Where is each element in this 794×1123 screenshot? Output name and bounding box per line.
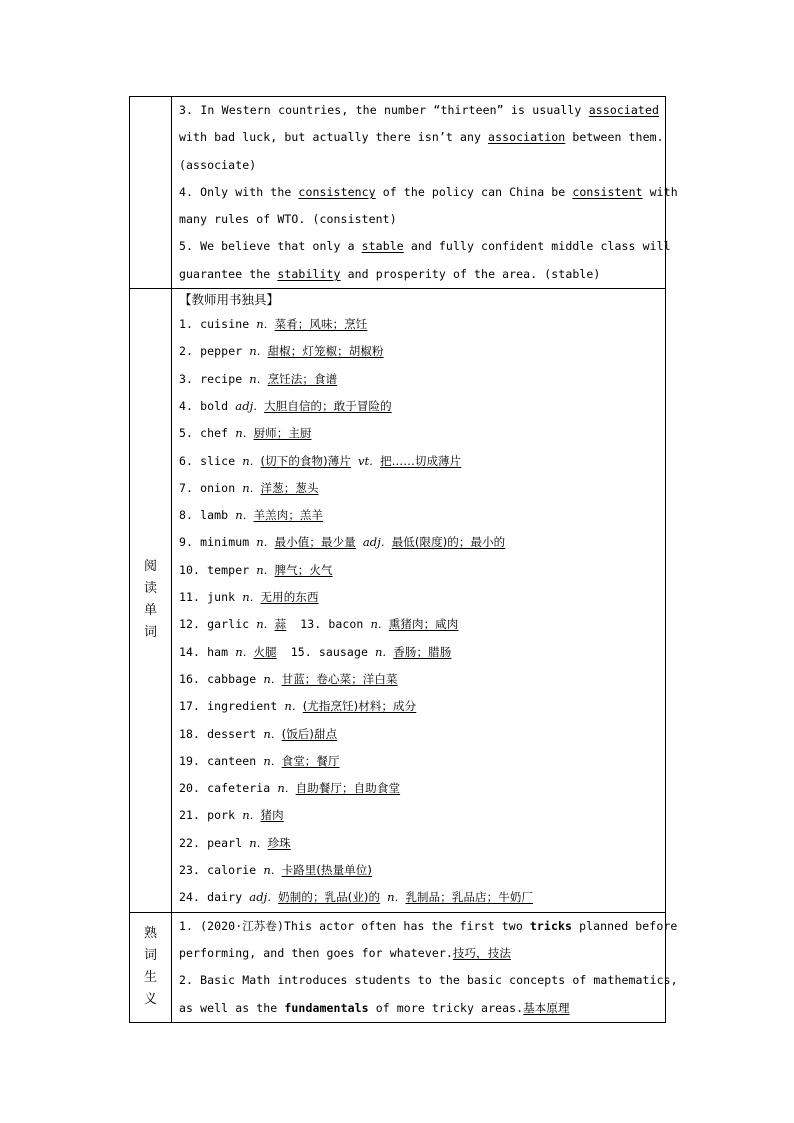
- item-meaning: 乳制品；乳品店；牛奶厂: [405, 890, 534, 905]
- side-cell-empty: [130, 97, 172, 289]
- item-pos: adj.: [249, 890, 272, 905]
- keyword-fundamentals: fundamentals: [284, 1000, 369, 1015]
- item-word: minimum: [200, 535, 250, 550]
- item-pos: n.: [277, 781, 289, 796]
- item-meaning: 烹饪法；食谱: [267, 371, 338, 386]
- vocab-item: [179, 366, 659, 393]
- item-number: 21.: [179, 808, 201, 823]
- item-pos: n.: [256, 535, 268, 550]
- item-number: 24.: [179, 890, 201, 905]
- item-number: 17.: [179, 699, 201, 714]
- item-word: bold: [200, 398, 229, 413]
- item-pos: n.: [263, 753, 275, 768]
- item-number: 9.: [179, 535, 194, 550]
- teacher-book-header: 【教师用书独具】: [179, 292, 280, 308]
- item-pos: n.: [263, 671, 275, 686]
- vocab-item: [179, 802, 659, 829]
- item-number: 19.: [179, 753, 201, 768]
- vocab-item: [179, 639, 659, 666]
- item-number: 3.: [179, 371, 194, 386]
- table-row-sentences: [130, 97, 666, 289]
- table-row-reading-words: [130, 289, 666, 913]
- item-meaning: 蒜: [274, 617, 287, 632]
- item-word: bacon: [328, 617, 364, 632]
- item-number: 7.: [179, 480, 194, 495]
- vocab-item: [179, 420, 659, 447]
- side-label: 阅读单词: [143, 559, 157, 641]
- item-word: pork: [207, 808, 236, 823]
- item-pos: vt.: [357, 453, 374, 468]
- vocab-item: [179, 693, 659, 720]
- sentence-5-line-1: 5. We believe that only a stable and fully confident middle class will: [179, 239, 671, 254]
- item-number: 10.: [179, 562, 201, 577]
- side-cell-familiar-words: [130, 912, 172, 1022]
- item-number: 16.: [179, 671, 201, 686]
- sentence-3-line-1: 3. In Western countries, the number “thirteen” is usually associated: [179, 103, 660, 117]
- item-word: ingredient: [207, 699, 278, 714]
- sentence-4-line-1: 4. Only with the consistency of the policy can China be consistent with: [179, 184, 678, 199]
- item-number: 20.: [179, 781, 201, 796]
- item-pos: n.: [256, 317, 268, 332]
- item-meaning: 香肠；腊肠: [393, 644, 452, 659]
- sentence-3-line-2: with bad luck, but actually there isn’t any association between them.: [179, 130, 664, 145]
- item-word: pepper: [200, 344, 243, 359]
- item-meaning: 最小值；最少量: [274, 535, 356, 550]
- item-meaning: 把……切成薄片: [380, 453, 462, 468]
- item-word: recipe: [200, 371, 243, 386]
- vocab-item: [179, 830, 659, 857]
- item-word: calorie: [207, 863, 257, 878]
- item-pos: n.: [256, 562, 268, 577]
- item-word: sausage: [318, 644, 368, 659]
- item-number: 2.: [179, 344, 194, 359]
- vocab-item: [179, 666, 659, 693]
- item-meaning: 自助餐厅；自助食堂: [295, 781, 401, 796]
- item-meaning: 熏猪肉；咸肉: [388, 617, 459, 632]
- item-word: canteen: [207, 753, 257, 768]
- vocab-item: [179, 448, 659, 475]
- answer-consistency: consistency: [298, 184, 376, 199]
- item-pos: n.: [263, 726, 275, 741]
- side-cell-reading-words: [130, 289, 172, 913]
- item-number: 12.: [179, 617, 201, 632]
- vocab-item: [179, 748, 659, 775]
- item-number: 6.: [179, 453, 194, 468]
- answer-fundamentals-meaning: 基本原理: [523, 1000, 570, 1015]
- vocab-item: [179, 611, 659, 638]
- item-meaning: 甘蓝；卷心菜；洋白菜: [281, 671, 398, 686]
- item-meaning: 脾气；火气: [274, 562, 333, 577]
- item-number: 1.: [179, 317, 194, 332]
- item-pos: n.: [375, 644, 387, 659]
- item-meaning: 菜肴；风味；烹饪: [274, 317, 368, 332]
- familiar-1-line-2: performing, and then goes for whatever.技巧，技法: [179, 945, 511, 960]
- familiar-2-line-2: as well as the fundamentals of more tricky areas.基本原理: [179, 1000, 570, 1015]
- item-meaning: (尤指烹饪)材料；成分: [302, 699, 417, 714]
- vocab-item: [179, 393, 659, 420]
- vocab-item: [179, 338, 659, 365]
- item-number: 15.: [290, 644, 312, 659]
- keyword-tricks: tricks: [529, 918, 573, 933]
- answer-stable: stable: [361, 239, 404, 254]
- item-word: cuisine: [200, 317, 250, 332]
- answer-consistent: consistent: [572, 184, 643, 199]
- item-number: 5.: [179, 426, 194, 441]
- item-meaning: 最低(限度)的；最小的: [391, 535, 506, 550]
- item-pos: n.: [249, 344, 261, 359]
- item-meaning: 无用的东西: [260, 590, 319, 605]
- item-pos: n.: [256, 617, 268, 632]
- item-number: 8.: [179, 508, 194, 523]
- item-pos: adj.: [235, 398, 258, 413]
- familiar-1-line-1: 1. (2020·江苏卷)This actor often has the first two tricks planned before: [179, 918, 678, 933]
- item-word: garlic: [207, 617, 250, 632]
- table-row-familiar-words: [130, 912, 666, 1022]
- item-meaning: 奶制的；乳品(业)的: [278, 890, 381, 905]
- item-meaning: (切下的食物)薄片: [260, 453, 351, 468]
- item-pos: n.: [284, 699, 296, 714]
- item-word: pearl: [207, 835, 243, 850]
- item-pos: n.: [235, 644, 247, 659]
- item-word: temper: [207, 562, 250, 577]
- answer-tricks-meaning: 技巧，技法: [452, 945, 511, 960]
- item-word: junk: [207, 590, 236, 605]
- vocab-item: [179, 475, 659, 502]
- item-number: 18.: [179, 726, 201, 741]
- item-word: onion: [200, 480, 236, 495]
- item-word: cafeteria: [207, 781, 271, 796]
- item-number: 23.: [179, 863, 201, 878]
- item-pos: n.: [242, 480, 254, 495]
- item-pos: n.: [242, 808, 254, 823]
- familiar-2-line-1: 2. Basic Math introduces students to the basic concepts of mathematics,: [179, 973, 678, 988]
- item-pos: n.: [249, 835, 261, 850]
- item-meaning: 猪肉: [260, 808, 284, 823]
- item-pos: n.: [235, 508, 247, 523]
- item-pos: n.: [249, 371, 261, 386]
- vocab-item: [179, 857, 659, 884]
- vocab-item: [179, 584, 659, 611]
- answer-association: association: [488, 130, 566, 145]
- vocab-list: [179, 311, 659, 912]
- item-word: lamb: [200, 508, 229, 523]
- item-number: 13.: [300, 617, 322, 632]
- vocab-list-cell: [172, 289, 666, 913]
- vocab-item: [179, 557, 659, 584]
- item-pos: n.: [370, 617, 382, 632]
- item-pos: n.: [263, 863, 275, 878]
- item-pos: n.: [235, 426, 247, 441]
- answer-stability: stability: [277, 266, 341, 281]
- item-meaning: 厨师；主厨: [253, 426, 312, 441]
- item-pos: adj.: [362, 535, 385, 550]
- item-word: chef: [200, 426, 229, 441]
- sentences-cell: [172, 97, 678, 289]
- item-meaning: 卡路里(热量单位): [281, 863, 372, 878]
- item-meaning: 洋葱；葱头: [260, 480, 319, 495]
- item-meaning: 大胆自信的；敢于冒险的: [264, 398, 392, 413]
- item-meaning: (饭后)甜点: [281, 726, 338, 741]
- item-word: cabbage: [207, 671, 257, 686]
- item-number: 22.: [179, 835, 201, 850]
- item-pos: n.: [242, 453, 254, 468]
- vocab-item: [179, 721, 659, 748]
- item-meaning: 珍珠: [267, 835, 291, 850]
- sentence-3-line-3: (associate): [179, 157, 257, 172]
- item-word: dairy: [207, 890, 243, 905]
- side-label: 熟词生义: [143, 926, 157, 1008]
- answer-associated: associated: [588, 103, 660, 117]
- item-meaning: 甜椒；灯笼椒；胡椒粉: [267, 344, 384, 359]
- item-word: ham: [207, 644, 229, 659]
- item-word: slice: [200, 453, 236, 468]
- item-number: 4.: [179, 398, 194, 413]
- item-meaning: 羊羔肉；羔羊: [253, 508, 324, 523]
- familiar-words-cell: [172, 912, 678, 1022]
- vocab-item: [179, 529, 659, 556]
- item-meaning: 食堂；餐厅: [281, 753, 340, 768]
- item-word: dessert: [207, 726, 257, 741]
- sentence-5-line-2: guarantee the stability and prosperity of the area. (stable): [179, 266, 601, 281]
- vocab-item: [179, 775, 659, 802]
- vocab-item: [179, 884, 659, 911]
- item-number: 11.: [179, 590, 201, 605]
- item-number: 14.: [179, 644, 201, 659]
- item-meaning: 火腿: [253, 644, 277, 659]
- sentence-4-line-2: many rules of WTO. (consistent): [179, 212, 397, 227]
- vocab-table: [129, 96, 678, 1023]
- vocab-item: [179, 311, 659, 338]
- vocab-item: [179, 502, 659, 529]
- item-pos: n.: [387, 890, 399, 905]
- item-pos: n.: [242, 590, 254, 605]
